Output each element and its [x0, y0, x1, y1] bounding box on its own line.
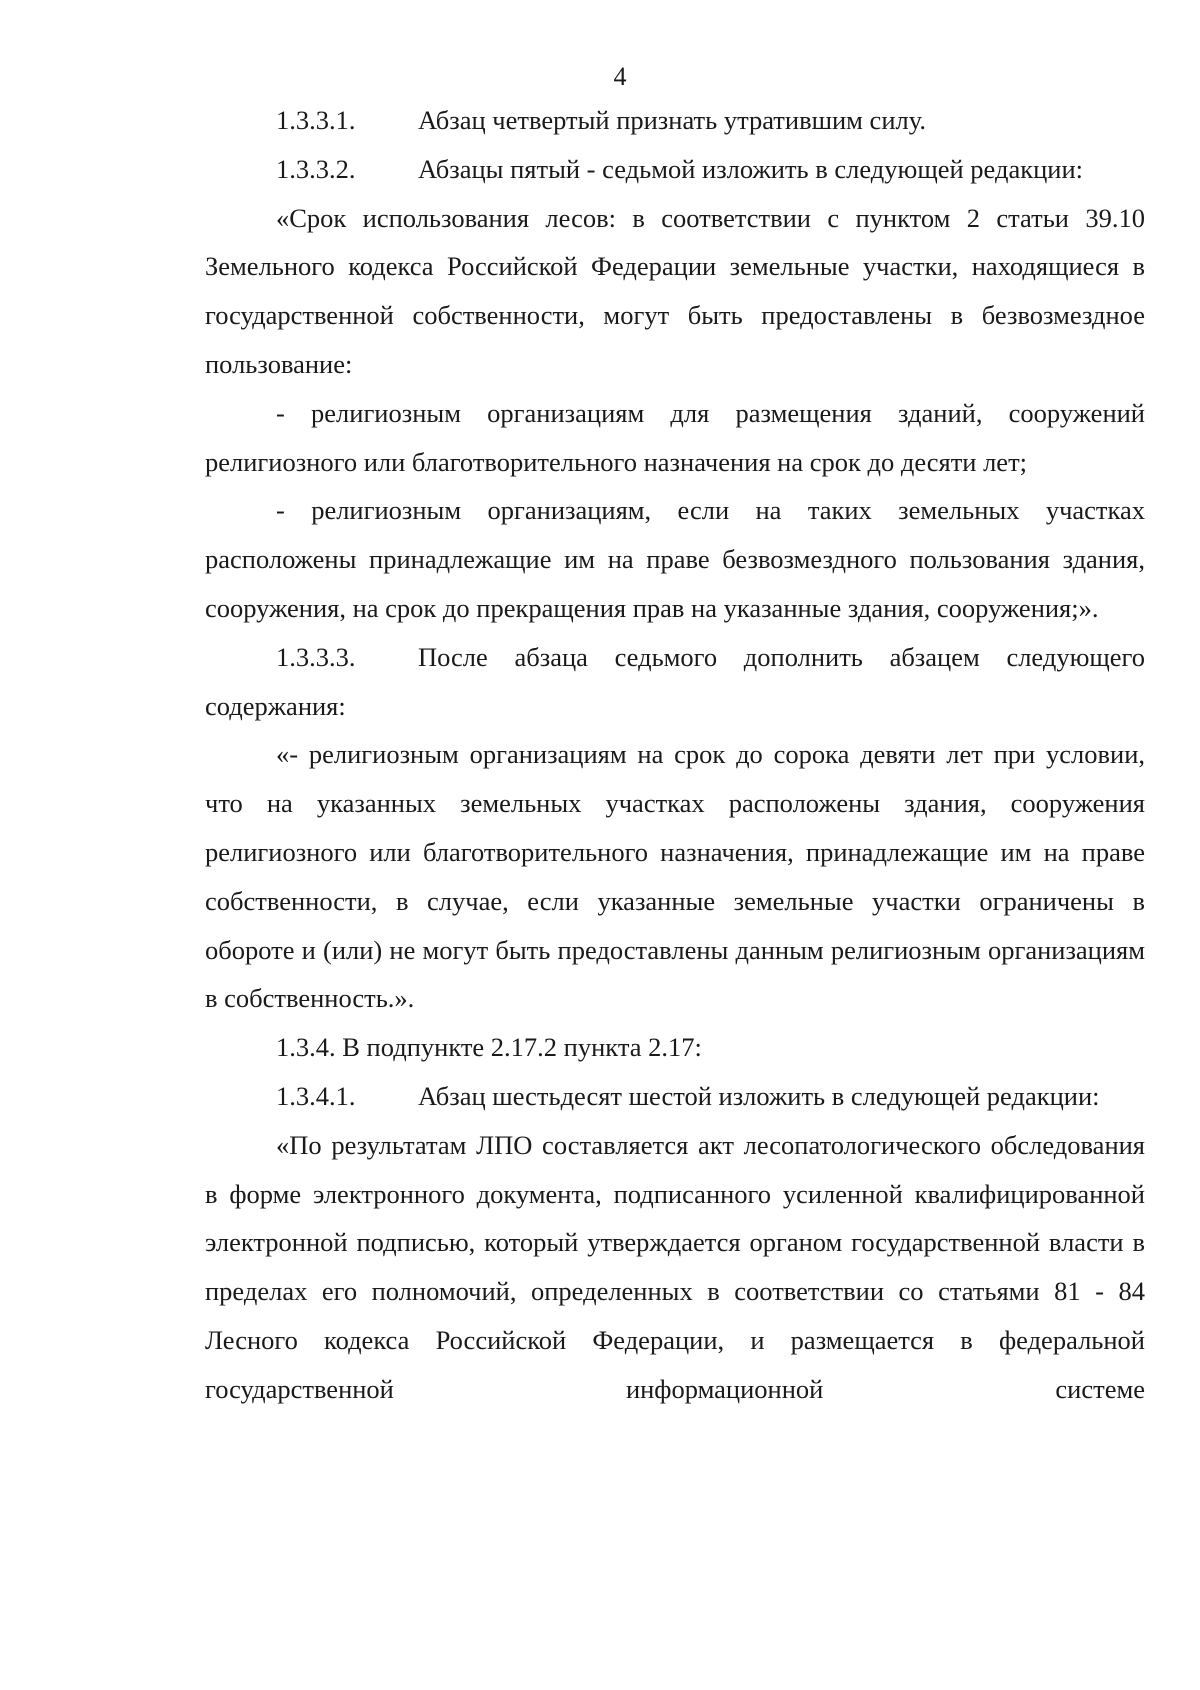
paragraph-text: - религиозным организациям, если на таких земельных участках расположены принадлежащие им на праве безвозмездного пользования здания, сооружения, на срок до прекращения прав на указанные здания, сооружения;».	[205, 495, 1145, 623]
paragraph-1-3-3-1	[205, 96, 1145, 145]
paragraph-term-of-use	[205, 194, 1145, 389]
paragraph-bullet-1	[205, 389, 1145, 487]
paragraph-text: Абзац шестьдесят шестой изложить в следующей редакции:	[418, 1080, 1100, 1111]
paragraph-text: «По результатам ЛПО составляется акт лесопатологического обследования в форме электронного документа, подписанного усиленной квалифицированной электронной подписью, который утверждается органом государственной власти в пределах его полномочий, определенных в соответствии со статьями 81 - 84 Лесного кодекса Российской Федерации, и размещается в федеральной государственной информационной системе	[205, 1129, 1145, 1404]
clause-number: 1.3.3.1.	[276, 105, 356, 135]
paragraph-1-3-3-2	[205, 145, 1145, 194]
paragraph-1-3-4	[205, 1023, 1145, 1072]
paragraph-1-3-3-3	[205, 633, 1145, 731]
clause-number: 1.3.3.2.	[276, 153, 356, 184]
paragraph-text: «Срок использования лесов: в соответствии с пунктом 2 статьи 39.10 Земельного кодекса Российской Федерации земельные участки, находящиеся в государственной собственности, могут быть предоставлены в безвозмездное пользование:	[205, 202, 1145, 379]
document-body	[205, 96, 1145, 1414]
page-number: 4	[613, 62, 627, 91]
paragraph-1-3-4-1	[205, 1072, 1145, 1121]
paragraph-lpo-results	[205, 1121, 1145, 1414]
clause-number: 1.3.4.1.	[276, 1080, 356, 1111]
paragraph-text: Абзацы пятый - седьмой изложить в следующей редакции:	[418, 153, 1083, 184]
clause-number: 1.3.3.3.	[276, 641, 356, 672]
paragraph-bullet-2	[205, 486, 1145, 632]
paragraph-text: Абзац четвертый признать утратившим силу.	[418, 105, 926, 135]
paragraph-text: «- религиозным организациям на срок до сорока девяти лет при условии, что на указанных земельных участках расположены здания, сооружения религиозного или благотворительного назначения, принадлежащие им на праве собственности, в случае, если указанные земельные участки ограничены в обороте и (или) не могут быть предоставлены данным религиозным организациям в собственность.».	[205, 739, 1145, 1014]
paragraph-text: 1.3.4. В подпункте 2.17.2 пункта 2.17:	[276, 1032, 702, 1063]
paragraph-text: - религиозным организациям для размещения зданий, сооружений религиозного или благотворительного назначения на срок до десяти лет;	[205, 397, 1145, 477]
paragraph-bullet-3	[205, 730, 1145, 1023]
paragraph-text: После абзаца седьмого дополнить абзацем следующего содержания:	[205, 641, 1145, 721]
